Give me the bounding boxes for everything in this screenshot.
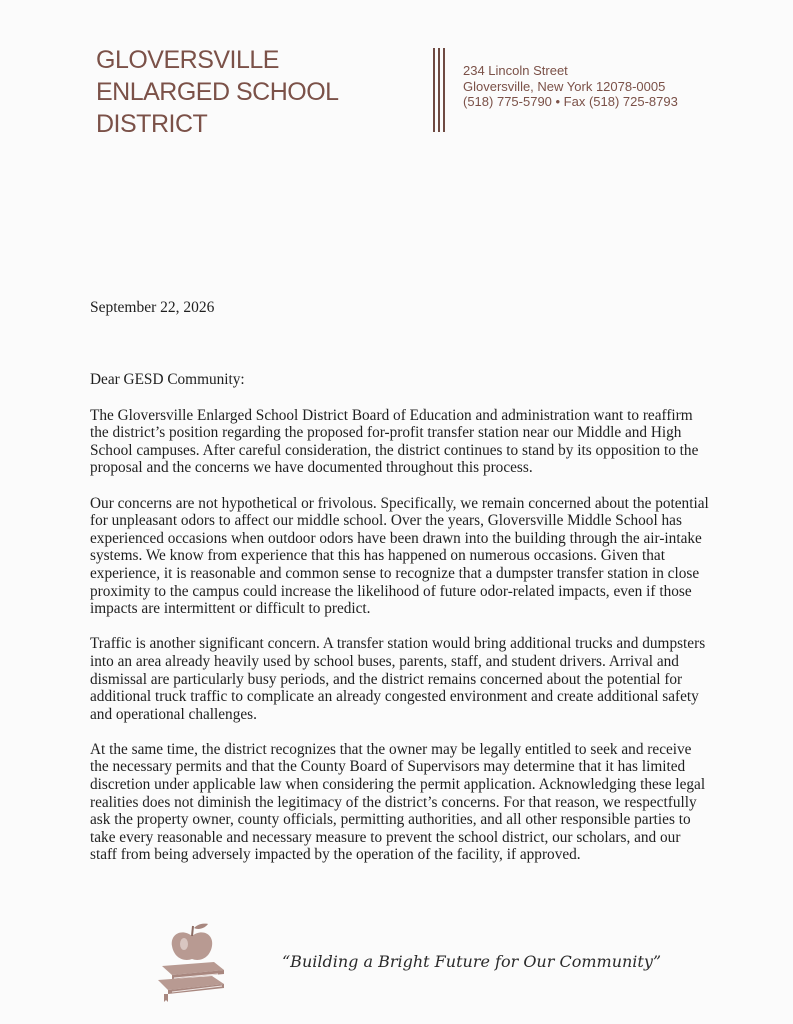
district-motto: “Building a Bright Future for Our Community”	[282, 952, 662, 971]
paragraph-traffic-concerns: Traffic is another significant concern. A transfer station would bring additional trucks and dumpsters into an area already heavily used by school buses, parents, staff, and student drivers. Arrival and dismissal are particularly busy periods, and the district remains concerned about the potential for additional truck traffic to complicate an already congested environment and create additional safety and operational challenges.	[90, 635, 706, 723]
salutation: Dear GESD Community:	[90, 371, 245, 388]
paragraph-odor-concerns: Our concerns are not hypothetical or frivolous. Specifically, we remain concerned about the potential for unpleasant odors to affect our middle school. Over the years, Gloversville Middle School has experienced occasions when outdoor odors have been drawn into the building through the air-intake systems. We know from experience that this has happened on numerous occasions. Given that experience, it is reasonable and common sense to recognize that a dumpster transfer station in close proximity to the campus could increase the likelihood of future odor-related impacts, even if those impacts are intermittent or difficult to predict.	[90, 494, 709, 618]
letter-body	[90, 371, 710, 882]
letterhead-divider	[433, 48, 449, 132]
address-city: Gloversville, New York 12078-0005	[463, 78, 666, 94]
paragraph-reaffirm-position: The Gloversville Enlarged School District Board of Education and administration want to reaffirm the district’s position regarding the proposed for-profit transfer station near our Middle and High School campuses. After careful consideration, the district continues to stand by its opposition to the proposal and the concerns we have documented throughout this process.	[90, 406, 699, 477]
address-street: 234 Lincoln Street	[463, 63, 568, 78]
district-name	[96, 44, 426, 140]
address-phone-fax: (518) 775-5790 • Fax (518) 725-8793	[463, 94, 678, 109]
district-address	[463, 63, 763, 110]
apple-on-books-icon	[152, 914, 232, 1004]
letter-date: September 22, 2026	[90, 299, 215, 316]
district-name-line-1: GLOVERSVILLE	[96, 46, 279, 74]
paragraph-legal-request: At the same time, the district recognizes that the owner may be legally entitled to seek and receive the necessary permits and that the County Board of Supervisors may determine that it has limited discretion under applicable law when considering the permit application. Acknowledging these legal realities does not diminish the legitimacy of the district’s concerns. For that reason, we respectfully ask the property owner, county officials, permitting authorities, and all other responsible parties to take every reasonable and necessary measure to prevent the school district, our scholars, and our staff from being adversely impacted by the operation of the facility, if approved.	[90, 740, 706, 864]
district-name-line-2: ENLARGED SCHOOL DISTRICT	[96, 78, 338, 138]
